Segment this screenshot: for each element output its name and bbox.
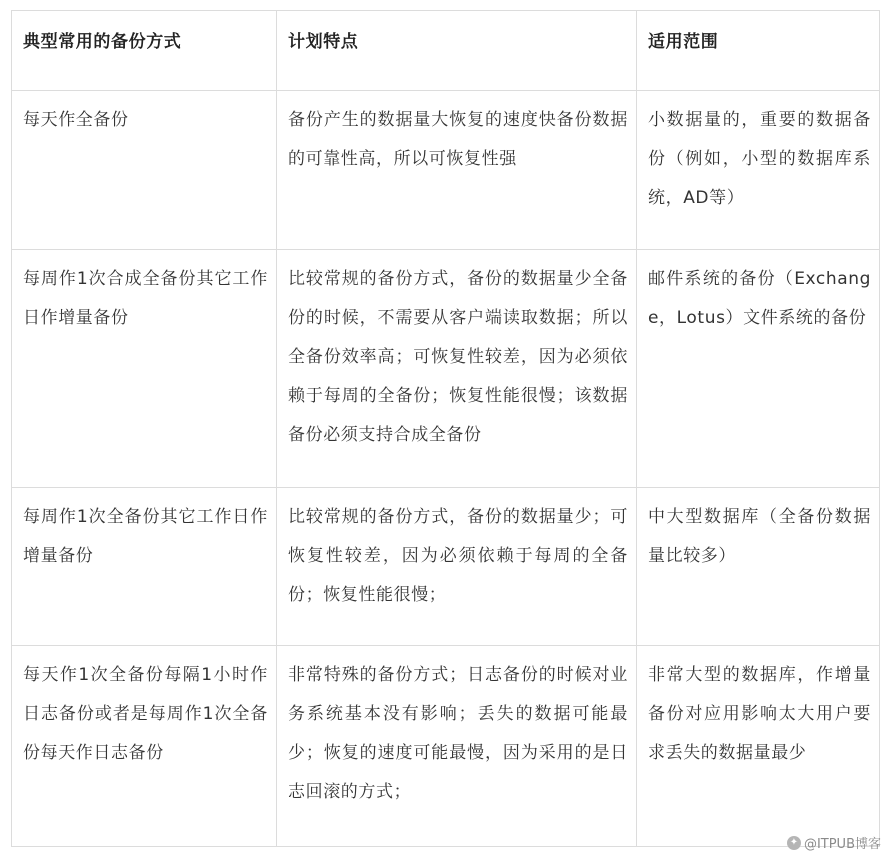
header-backup-method: 典型常用的备份方式 [12, 11, 277, 91]
header-plan-features: 计划特点 [277, 11, 637, 91]
cell-method: 每周作1次全备份其它工作日作增量备份 [12, 488, 277, 646]
cell-method: 每天作全备份 [12, 91, 277, 250]
table-row [12, 250, 880, 488]
cell-features: 非常特殊的备份方式；日志备份的时候对业务系统基本没有影响；丢失的数据可能最少；恢复的速度可能最慢，因为采用的是日志回滚的方式； [277, 646, 637, 847]
table-header-row [12, 11, 880, 91]
table-row [12, 488, 880, 646]
cell-scope: 非常大型的数据库，作增量备份对应用影响太大用户要求丢失的数据量最少 [637, 646, 880, 847]
cell-scope: 小数据量的，重要的数据备份（例如，小型的数据库系统，AD等） [637, 91, 880, 250]
watermark [787, 833, 881, 852]
cell-features: 比较常规的备份方式，备份的数据量少全备份的时候，不需要从客户端读取数据；所以全备份效率高；可恢复性较差，因为必须依赖于每周的全备份；恢复性能很慢；该数据备份必须支持合成全备份 [277, 250, 637, 488]
header-scope: 适用范围 [637, 11, 880, 91]
backup-comparison-table [11, 10, 880, 847]
table-row [12, 91, 880, 250]
cell-method: 每周作1次合成全备份其它工作日作增量备份 [12, 250, 277, 488]
itpub-logo-icon: ✦ [787, 836, 801, 850]
cell-scope: 中大型数据库（全备份数据量比较多） [637, 488, 880, 646]
cell-scope: 邮件系统的备份（Exchange，Lotus）文件系统的备份 [637, 250, 880, 488]
watermark-text: @ITPUB博客 [803, 837, 881, 852]
cell-method: 每天作1次全备份每隔1小时作日志备份或者是每周作1次全备份每天作日志备份 [12, 646, 277, 847]
cell-features: 比较常规的备份方式，备份的数据量少；可恢复性较差，因为必须依赖于每周的全备份；恢复性能很慢； [277, 488, 637, 646]
cell-features: 备份产生的数据量大恢复的速度快备份数据的可靠性高，所以可恢复性强 [277, 91, 637, 250]
table-row [12, 646, 880, 847]
